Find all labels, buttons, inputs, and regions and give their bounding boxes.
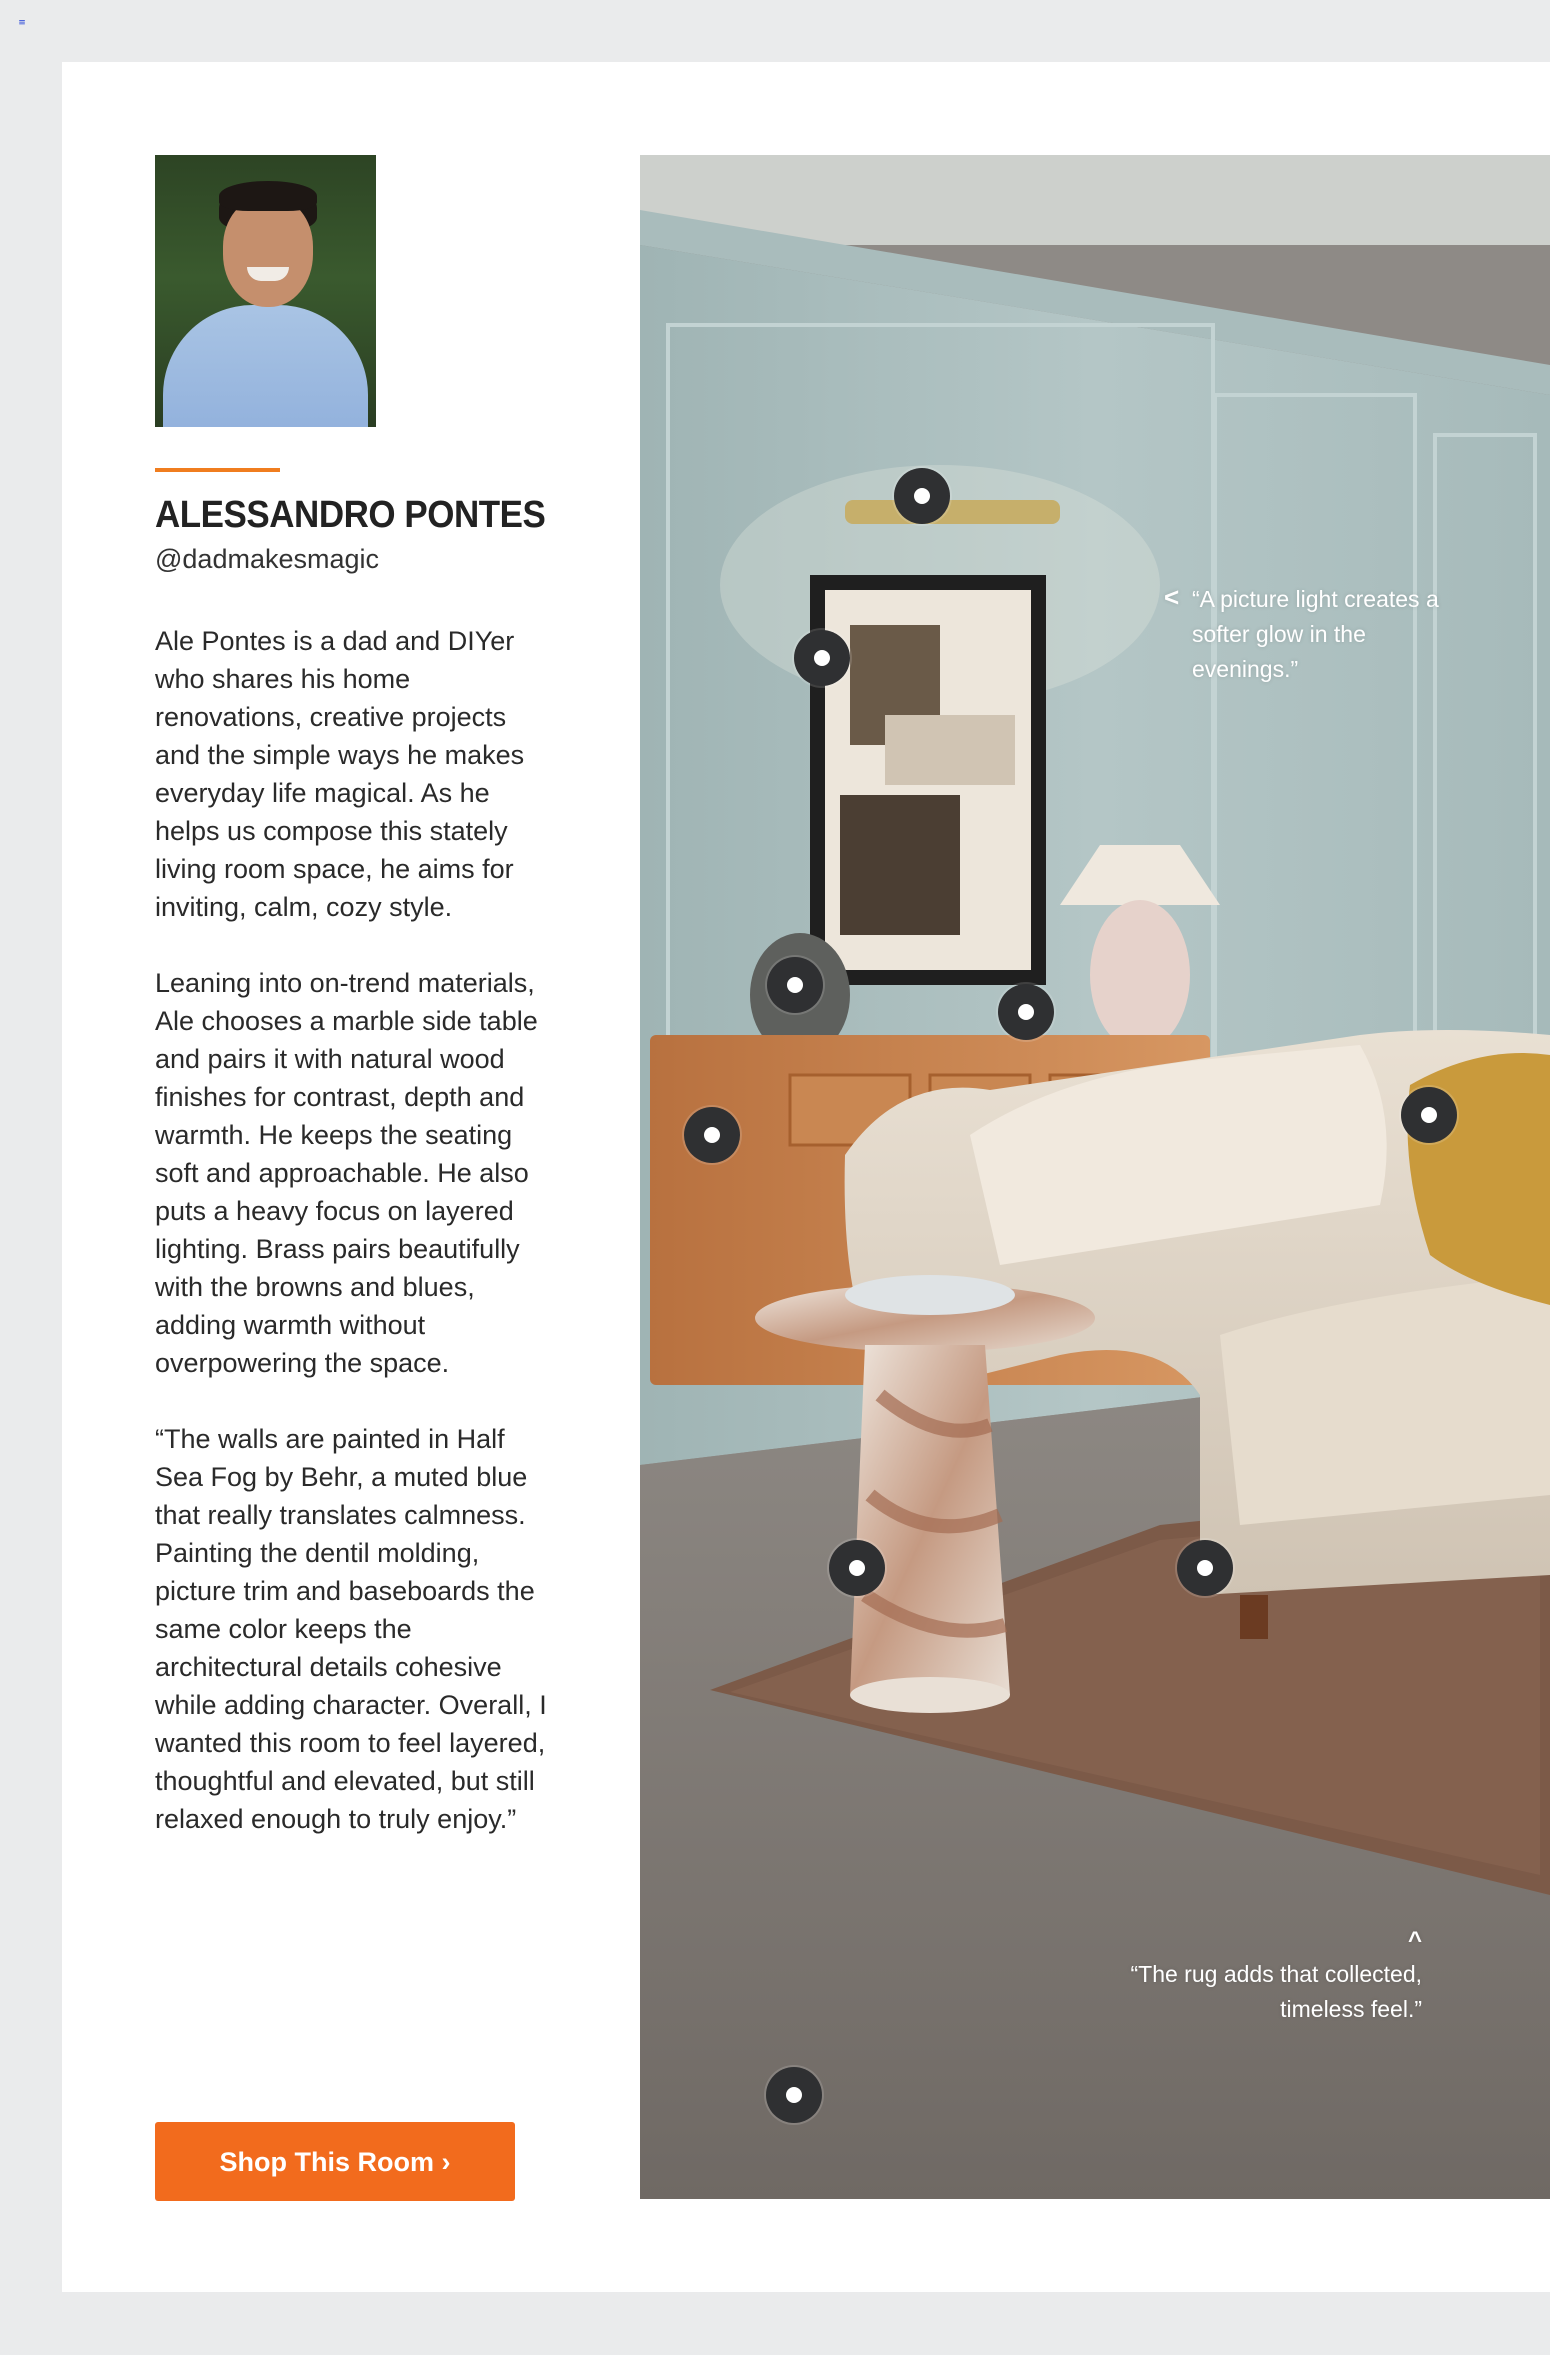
- hotspot-sideboard[interactable]: [684, 1107, 740, 1163]
- hotspot-throw-pillow[interactable]: [1401, 1087, 1457, 1143]
- up-arrow-icon: ^: [1407, 1927, 1422, 1954]
- hotspot-vase[interactable]: [767, 957, 823, 1013]
- hamburger-icon[interactable]: ≡: [18, 18, 26, 28]
- hotspot-picture-light[interactable]: [894, 468, 950, 524]
- quote-text: “The rug adds that collected, timeless feel.”: [1130, 1961, 1422, 2022]
- bio-text: [155, 622, 555, 1876]
- hotspot-flooring[interactable]: [766, 2067, 822, 2123]
- author-name: ALESSANDRO PONTES: [155, 494, 546, 536]
- shop-this-room-button[interactable]: Shop This Room ›: [155, 2122, 515, 2201]
- article-page: [62, 62, 1550, 2292]
- left-arrow-icon: <: [1164, 582, 1180, 612]
- hotspot-table-lamp[interactable]: [998, 984, 1054, 1040]
- hotspot-wall-art[interactable]: [794, 630, 850, 686]
- room-illustration: [640, 155, 1550, 2199]
- quote-rug: [1122, 1927, 1422, 2027]
- quote-picture-light: [1164, 582, 1472, 687]
- room-photo: [640, 155, 1550, 2199]
- bio-paragraph: Ale Pontes is a dad and DIYer who shares his home renovations, creative projects and the simple ways he makes everyday life magical. As he helps us compose this stately living room space, he aims for inviting, calm, cozy style.: [155, 626, 525, 922]
- hotspot-sofa[interactable]: [1177, 1540, 1233, 1596]
- author-handle: @dadmakesmagic: [155, 544, 380, 574]
- bio-quote: “The walls are painted in Half Sea Fog by Behr, a muted blue that really translates calmness. Painting the dentil molding, picture trim and baseboards the same color keeps the architectural details cohesive while adding character. Overall, I wanted this room to feel layered, thoughtful and elevated, but still relaxed enough to truly enjoy.”: [155, 1424, 547, 1834]
- accent-divider: [155, 468, 280, 472]
- profile-photo: [155, 155, 376, 427]
- quote-text: “A picture light creates a softer glow in the evenings.”: [1192, 586, 1439, 682]
- bio-paragraph: Leaning into on-trend materials, Ale chooses a marble side table and pairs it with natural wood finishes for contrast, depth and warmth. He keeps the seating soft and approachable. He also puts a heavy focus on layered lighting. Brass pairs beautifully with the browns and blues, adding warmth without overpowering the space.: [155, 968, 538, 1378]
- hotspot-marble-side-table[interactable]: [829, 1540, 885, 1596]
